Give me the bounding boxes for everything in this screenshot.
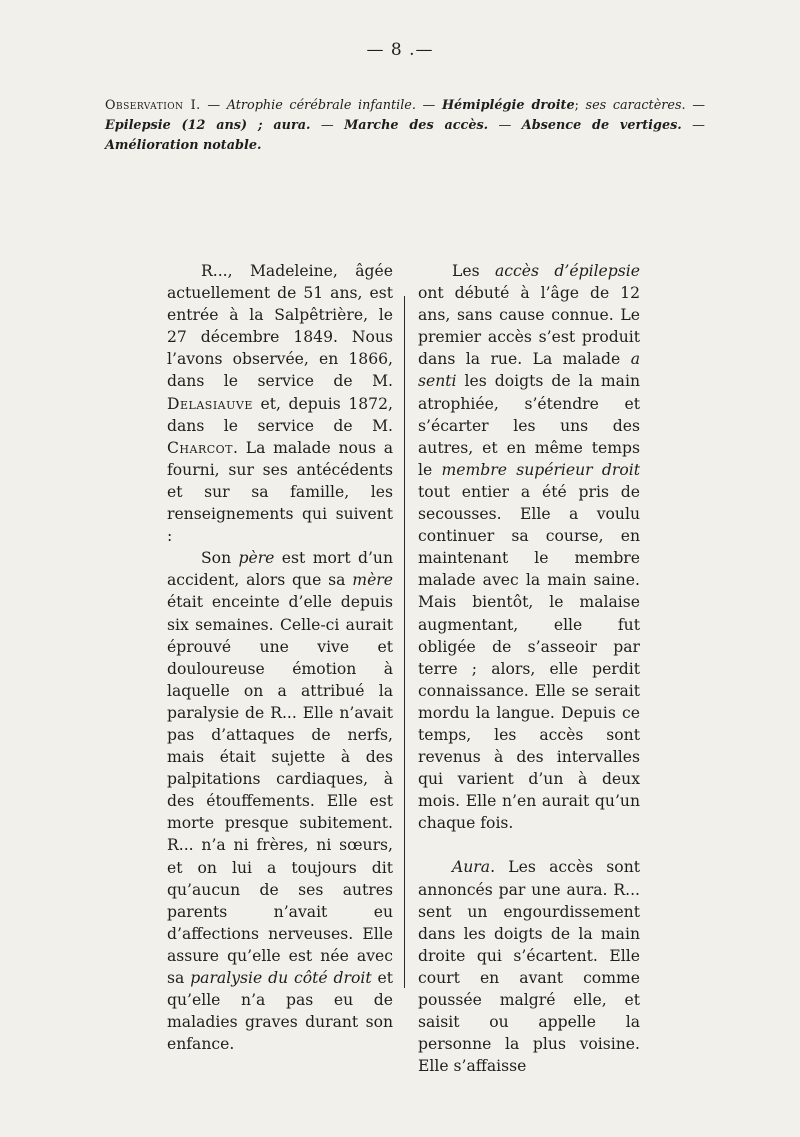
italic-term: membre supérieur droit: [441, 460, 640, 479]
header-dash: —: [415, 98, 442, 113]
text-run: et, depuis 1872, dans le service de M.: [167, 394, 393, 435]
italic-term: a senti: [418, 350, 640, 391]
column-divider: [404, 296, 405, 988]
text-run: tout entier a été pris de secousses. Elle a voulu continuer sa course, en maintenant le membre malade avec la main saine. Mais bientôt, le malaise augmentant, elle fut obligée de s’asseoir par terre ; alors, elle perdit connaissance. Elle se serait mordu la langue. Depuis ce temps, les accès sont revenus à des intervalles qui varient d’un à deux mois. Elle n’en aurait qu’un chaque fois.: [418, 482, 640, 833]
header-dash: —: [310, 118, 345, 133]
left-paragraph-2: [167, 547, 393, 1055]
text-run: . Les accès sont annoncés par une aura. R... sent un engourdissement dans les doigts de la main droite qui s’écartent. Elle court en avant comme poussée malgré elle, et saisit ou appelle la personne la plus voisine. Elle s’affaisse: [418, 858, 640, 1076]
text-run: était enceinte d’elle depuis six semaines. Celle-ci aurait éprouvé une vive et douloureuse émotion à laquelle on a attribué la paralysie de R... Elle n’avait pas d’attaques de nerfs, mais était sujette à des palpitations cardiaques, à des étouffements. Elle est morte presque subitement. R... n’a ni frères, ni sœurs, et on lui a toujours dit qu’aucun de ses autres parents n’avait eu d’affections nerveuses. Elle assure qu’elle est née avec sa: [167, 593, 393, 987]
name-charcot: Charcot: [167, 438, 234, 457]
right-paragraph-2: [418, 856, 640, 1077]
header-sep: ;: [574, 98, 586, 113]
header-title-4: Epilepsie (12 ans) ; aura.: [105, 118, 311, 133]
text-run: les doigts de la main atrophiée, s’étendre et s’écarter les uns des autres, et en même temps le: [418, 372, 640, 479]
text-run: . La malade nous a fourni, sur ses antécédents et sur sa famille, les renseignements qui suivent :: [167, 438, 393, 546]
italic-term: mère: [352, 571, 393, 590]
header-title-1: Atrophie cérébrale infantile.: [226, 98, 416, 113]
header-title-6: Absence de vertiges.: [521, 118, 682, 133]
right-paragraph-1: [418, 260, 640, 834]
header-dash: —: [685, 98, 706, 113]
italic-term: paralysie du côté droit: [190, 969, 372, 987]
header-dash: —: [488, 118, 522, 133]
left-column: [167, 260, 393, 1055]
text-run: R..., Madeleine, âgée actuellement de 51 ans, est entrée à la Salpêtrière, le 27 décembre 1849. Nous l’avons observée, en 1866, dans le service de M.: [167, 262, 393, 391]
right-column: [418, 260, 640, 1077]
text-run: Son: [201, 549, 239, 568]
text-run: ont débuté à l’âge de 12 ans, sans cause connue. Le premier accès s’est produit dans la rue. La malade: [418, 284, 640, 369]
observation-label: Observation I.: [105, 98, 201, 113]
text-run: est mort d’un accident, alors que sa: [167, 549, 393, 590]
text-run: Les: [452, 262, 496, 280]
header-dash: —: [200, 98, 227, 113]
italic-term: Aura: [452, 858, 491, 877]
text-run: et qu’elle n’a pas eu de maladies graves durant son enfance.: [167, 969, 393, 1054]
page-number: — 8 .—: [366, 40, 434, 60]
name-delasiauve: Delasiauve: [167, 394, 253, 413]
header-title-7: Amélioration notable.: [105, 138, 262, 153]
header-title-3: ses caractères.: [585, 98, 686, 113]
left-paragraph-1: [167, 260, 393, 547]
header-title-5: Marche des accès.: [344, 118, 489, 133]
header-dash: —: [681, 118, 705, 133]
header-title-2: Hémiplégie droite: [441, 98, 575, 113]
italic-term: père: [238, 549, 275, 568]
italic-term: accès d’épilepsie: [495, 262, 640, 280]
observation-header: [105, 96, 705, 156]
